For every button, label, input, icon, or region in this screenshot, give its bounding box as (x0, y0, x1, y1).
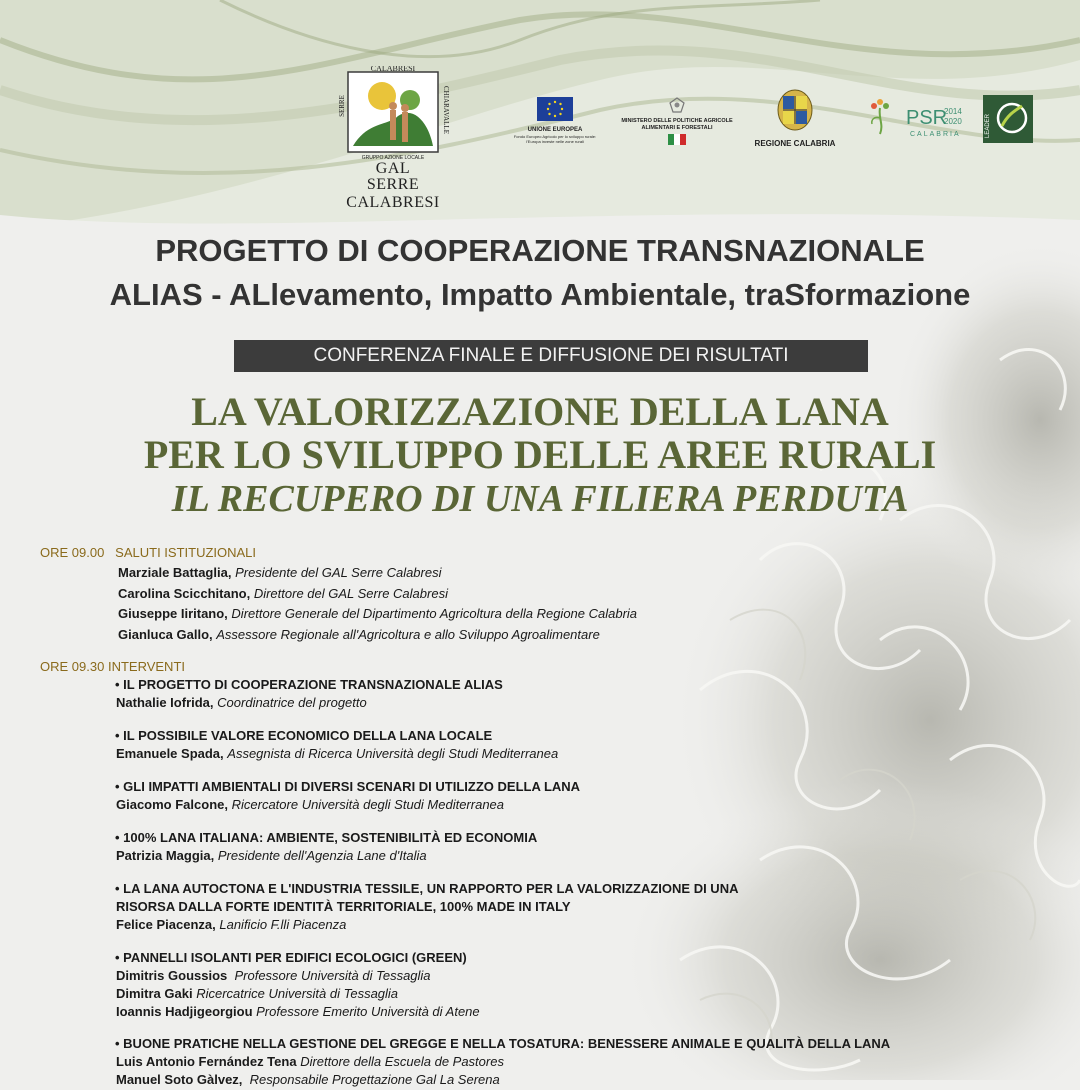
speaker-line: Ioannis Hadjigeorgiou Professore Emerito Università di Atene (116, 1004, 480, 1019)
psr-calabria-logo (866, 96, 966, 142)
svg-text:PSR: PSR (906, 107, 948, 129)
topic-title: • 100% LANA ITALIANA: AMBIENTE, SOSTENIBILITÀ ED ECONOMIA (115, 830, 538, 845)
topic-title: • PANNELLI ISOLANTI PER EDIFICI ECOLOGICI (GREEN) (115, 950, 467, 965)
leader-logo (982, 94, 1034, 144)
project-subtitle: ALIAS - ALlevamento, Impatto Ambientale, traSformazione (109, 277, 971, 312)
speaker-line: Felice Piacenza, Lanificio F.lli Piacenza (116, 917, 347, 932)
gal-name: GAL (375, 160, 411, 177)
speaker-line: Manuel Soto Gàlvez, Responsabile Progettazione Gal La Serena (116, 1072, 500, 1087)
italian-flag-icon (668, 134, 686, 145)
ministry-logo: MINISTERO DELLE POLITICHE AGRICOLE ALIMENTARI E FORESTALI (614, 97, 740, 150)
main-title-line-3: IL RECUPERO DI UNA FILIERA PERDUTA (171, 478, 909, 520)
topic-title: • LA LANA AUTOCTONA E L'INDUSTRIA TESSILE, UN RAPPORTO PER LA VALORIZZAZIONE DI UNA (115, 881, 739, 896)
svg-text:CALABRESI: CALABRESI (370, 66, 416, 73)
psr-flower-icon (866, 96, 966, 142)
topic-title: • IL POSSIBILE VALORE ECONOMICO DELLA LANA LOCALE (115, 728, 493, 743)
svg-text:2020: 2020 (944, 117, 962, 126)
gal-serre-calabresi-logo (318, 66, 468, 211)
speaker-line: Giacomo Falcone, Ricercatore Università degli Studi Mediterranea (116, 797, 505, 812)
conference-banner: CONFERENZA FINALE E DIFFUSIONE DEI RISULTATI (234, 340, 868, 372)
speaker-line: Giuseppe Iiritano, Direttore Generale del Dipartimento Agricoltura della Regione Calabria (118, 606, 638, 621)
speaker-line: Nathalie Iofrida, Coordinatrice del progetto (116, 695, 367, 710)
speaker-line: Dimitra Gaki Ricercatrice Università di Tessaglia (116, 986, 399, 1001)
svg-text:SERRE: SERRE (338, 95, 346, 117)
speaker-line: Emanuele Spada, Assegnista di Ricerca Università degli Studi Mediterranea (116, 746, 559, 761)
eu-logo: UNIONE EUROPEA Fondo Europeo Agricolo per lo sviluppo rurale: l'Europa investe nelle zone rurali (500, 97, 610, 144)
speaker-line: Carolina Scicchitano, Direttore del GAL Serre Calabresi (118, 585, 448, 601)
session-header: ORE 09.00 SALUTI ISTITUZIONALI (40, 545, 257, 560)
regione-calabria-crest-icon (775, 88, 815, 134)
gal-fullname: SERRE CALABRESI (346, 176, 440, 211)
gal-emblem-icon (318, 66, 468, 161)
svg-text:LEADER: LEADER (985, 113, 991, 138)
svg-text:2014: 2014 (944, 107, 962, 116)
speaker-line: Gianluca Gallo, Assessore Regionale all'Agricoltura e allo Sviluppo Agroalimentare (118, 626, 600, 642)
topic-title: • GLI IMPATTI AMBIENTALI DI DIVERSI SCENARI DI UTILIZZO DELLA LANA (115, 779, 581, 794)
project-title: PROGETTO DI COOPERAZIONE TRANSNAZIONALE (155, 233, 925, 268)
topic-title: • IL PROGETTO DI COOPERAZIONE TRANSNAZIONALE ALIAS (115, 677, 503, 692)
eu-flag-icon (537, 97, 573, 121)
session-header: ORE 09.30 INTERVENTI (40, 659, 186, 674)
topic-title: • BUONE PRATICHE NELLA GESTIONE DEL GREGGE E NELLA TOSATURA: BENESSERE ANIMALE E QUALITÀ DELLA LANA (115, 1036, 891, 1051)
svg-text:GRUPPO AZIONE LOCALE: GRUPPO AZIONE LOCALE (361, 155, 425, 161)
svg-text:CALABRIA: CALABRIA (910, 131, 961, 138)
speaker-line: Marziale Battaglia, Presidente del GAL Serre Calabresi (118, 565, 442, 580)
svg-text:CHIARAVALLE: CHIARAVALLE (442, 86, 450, 134)
main-title-line-2: PER LO SVILUPPO DELLE AREE RURALI (143, 432, 937, 477)
speaker-line: Luis Antonio Fernández Tena Direttore della Escuela de Pastores (116, 1054, 504, 1069)
italian-emblem-icon (668, 97, 686, 113)
speaker-line: Dimitris Goussios Professore Università di Tessaglia (116, 968, 431, 983)
topic-title-continued: RISORSA DALLA FORTE IDENTITÀ TERRITORIALE, 100% MADE IN ITALY (116, 899, 571, 914)
leader-icon (982, 94, 1034, 144)
regione-calabria-logo: REGIONE CALABRIA (750, 88, 840, 149)
speaker-line: Patrizia Maggia, Presidente dell'Agenzia Lane d'Italia (116, 848, 427, 863)
main-title-line-1: LA VALORIZZAZIONE DELLA LANA (191, 389, 889, 434)
